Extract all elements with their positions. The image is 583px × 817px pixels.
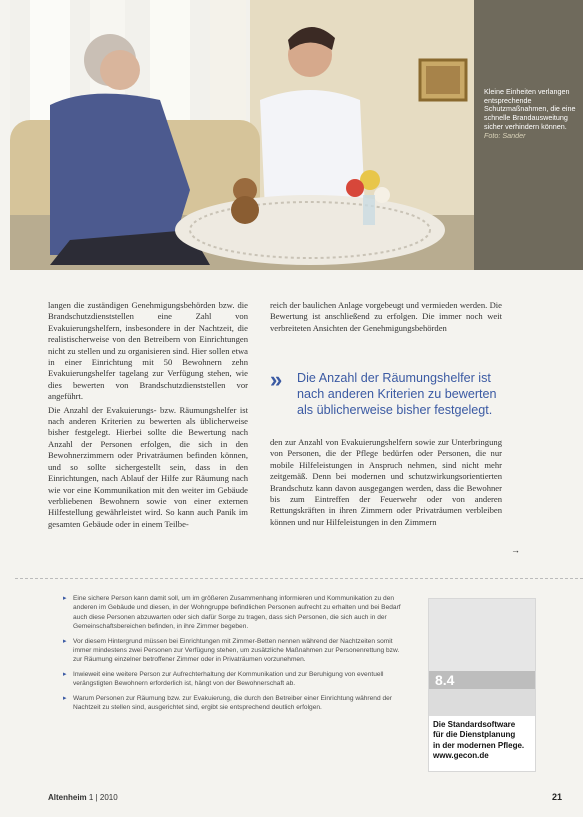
list-item-text: Warum Personen zur Räumung bzw. zur Evakuierung, die durch den Betreiber einer Einrichtung während der Nachtzeit zu stellen sind, ausgerichtet sind, ergibt sie entsprechend deutlich erfolgen. <box>73 694 392 712</box>
list-item-text: Inwieweit eine weitere Person zur Aufrechterhaltung der Kommunikation und zur Beruhigung von eventuell verängstigten Bewohnern erforderlich ist, hängt von der Bewohnerschaft ab. <box>73 670 384 688</box>
photo-caption-text: Kleine Einheiten verlangen entsprechende Schutzmaßnahmen, die eine schnelle Brandausweitung sicher verhindern können. <box>484 87 576 131</box>
paragraph: reich der baulichen Anlage vorgebeugt und vermieden werden. Die Bewertung ist anschließend zu erfolgen. Die immer noch weit verbreiteten Ansichten der Genehmigungsbehörden <box>270 300 502 333</box>
ad-line-1: Die Standardsoftware <box>433 720 516 729</box>
ad-url[interactable]: www.gecon.de <box>433 751 489 761</box>
paragraph: Die Anzahl der Evakuierungs- bzw. Räumungshelfer ist nach anderen Kriterien zu bewerten als üblicherweise bisher festgelegt. Hierbei sollte die Bewertung nach Anzahl der Personen erfolgen, die sich in den Bewohnerzimmern oder Privaträumen befinden können, und so sollte sichergestellt sein, dass in den Einrichtungen, nach Ablauf der Hilfe zur Räumung nach wie vor eine Kommunikation mit den weiter im Gebäude verbliebenen Bewohnern sowie von einer externen Hilfestellung gewährleistet wird. So kann auch Panik im gesamten Gebäude oder in einem Teilbe- <box>48 404 248 529</box>
paragraph: den zur Anzahl von Evakuierungshelfern sowie zur Unterbringung von Personen, die der Pflege bedürfen oder Personen, die nur mobile Hilfeleistungen in Anspruch nehmen, sind nicht mehr zeitgemäß. Denn bei modernen und schutzwirkungsorientierten Brandschutz kann davon ausgegangen werden, dass die Bewohner bis zum Eintreffen der Feuerwehr oder von anderen Rettungskräften in ihren Zimmern oder Privaträumen verbleiben können und nur Hilfeleistungen in den Zimmern <box>270 437 502 527</box>
article-column-2-bottom <box>270 437 502 530</box>
article-column-2-top <box>270 300 502 336</box>
list-item-text: Vor diesem Hintergrund müssen bei Einrichtungen mit Zimmer-Betten nennen während der Nachtzeiten somit immer mindestens zwei Personen zur Verfügung stehen, um zusätzliche Maßnahmen zur Personenrettung bzw. zur Räumung einzelner betroffener Zimmer oder in Privaträumen vorzunehmen. <box>73 637 400 664</box>
footer-magazine <box>48 793 118 802</box>
list-item <box>63 694 409 713</box>
bullet-icon: ▸ <box>63 637 67 645</box>
pull-quote-text: Die Anzahl der Räumungshelfer ist nach anderen Kriterien zu bewerten als üblicherweise bisher festgelegt. <box>297 371 497 417</box>
photo-illustration <box>10 0 474 270</box>
quote-mark-icon: » <box>270 367 283 392</box>
ad-image-area <box>429 599 535 671</box>
pull-quote <box>270 367 510 418</box>
photo-credit: Foto: Sander <box>484 130 526 140</box>
ad-text <box>433 720 533 762</box>
ad-line-3: in der modernen Pflege. <box>433 740 525 750</box>
section-divider <box>15 578 583 579</box>
page-number: 21 <box>552 792 563 802</box>
advertisement[interactable] <box>428 598 536 772</box>
magazine-name: Altenheim <box>48 793 87 802</box>
list-item <box>63 670 409 689</box>
continue-arrow-icon: → <box>511 545 520 555</box>
bullet-icon: ▸ <box>63 670 67 678</box>
issue-number: 1 | 2010 <box>88 793 118 802</box>
bullet-list <box>63 594 409 717</box>
article-photo <box>10 0 474 270</box>
photo-caption <box>484 88 576 140</box>
list-item-text: Eine sichere Person kann damit soll, um im größeren Zusammenhang informieren und Kommunikation zu den anderen im Gebäude und diesen, in der Wohngruppe befindlichen Personen aufrecht zu erhalten und bei Bedarf auch diese Personen abzuwarten oder sich dafür Sorge zu tragen, dass sich Personen, die sich auch in der Gemeinschaftsbereichen befinden, in ihre Zimmer begeben. <box>73 595 401 631</box>
bullet-icon: ▸ <box>63 694 67 702</box>
article-column-1 <box>48 300 248 532</box>
list-item <box>63 594 409 632</box>
list-item <box>63 637 409 665</box>
bullet-icon: ▸ <box>63 595 67 602</box>
ad-band <box>429 689 535 716</box>
paragraph: langen die zuständigen Genehmigungsbehörden bzw. die Brandschutzdienststellen eine Zahl von Evakuierungshelfern, insbesondere in der Nachtzeit, die realistischerweise von den Betreibern von Einrichtungen nicht zu stellen und zu organisieren sind. Hier sollen etwa in einer Einrichtung mit 50 Bewohnern zehn Evakuierungshelfer tagelang zur Verfügung stehen, wie dies bewerten von Brandschutzdienststellen vor angeführt. <box>48 300 248 402</box>
ad-version-badge: 8.4 <box>429 671 535 689</box>
ad-line-2: für die Dienstplanung <box>433 730 516 740</box>
